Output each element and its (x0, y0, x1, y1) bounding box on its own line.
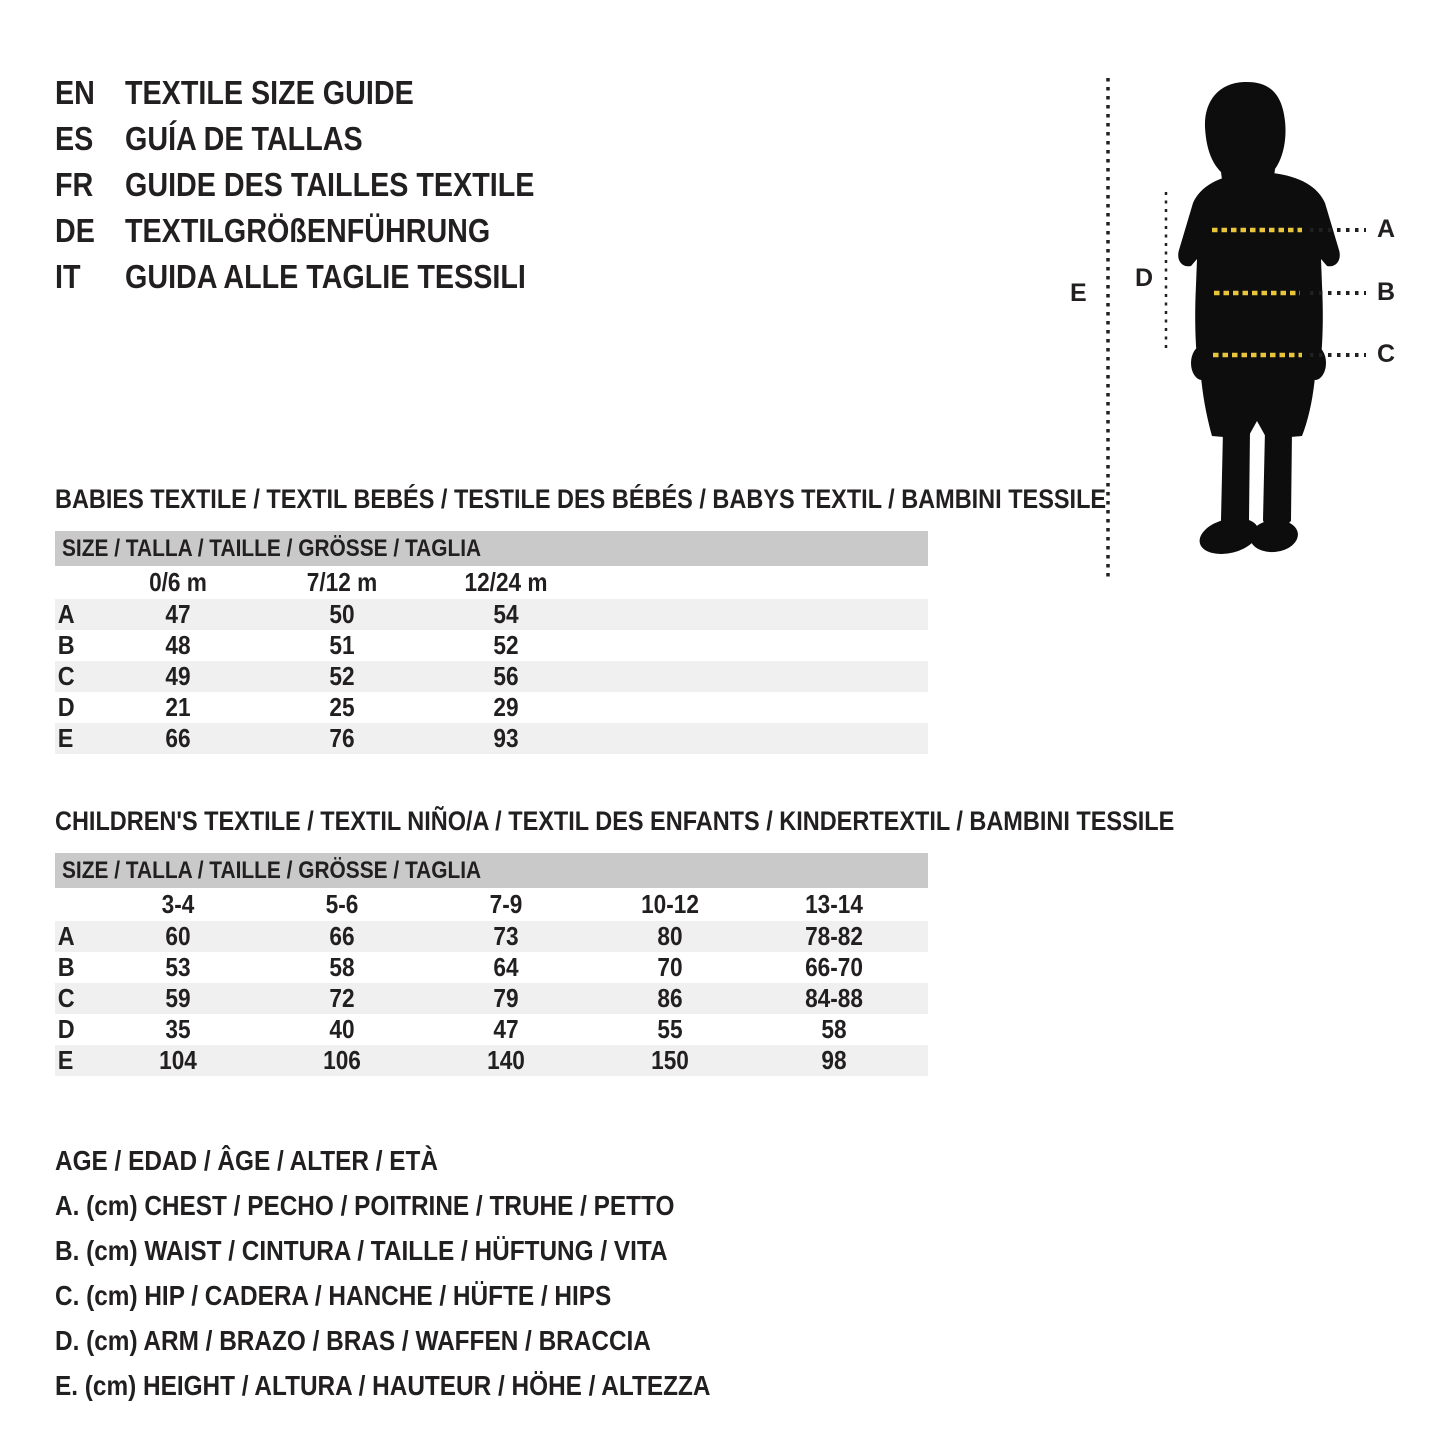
table-cell: 59 (165, 983, 191, 1013)
table-cell: 78-82 (805, 921, 863, 951)
language-row (55, 214, 545, 248)
table-cell: 47 (165, 599, 191, 629)
table-row (55, 599, 928, 630)
language-title: GUÍA DE TALLAS (125, 120, 363, 157)
row-label: B (57, 952, 75, 982)
table-cell: 47 (493, 1014, 519, 1044)
table-cell: 40 (329, 1014, 355, 1044)
table-cell: 52 (493, 630, 519, 660)
row-label: C (57, 983, 75, 1013)
child-silhouette (1178, 82, 1340, 560)
column-header: 10-12 (641, 889, 699, 919)
legend-waist: B. (cm) WAIST / CINTURA / TAILLE / HÜFTUNG / VITA (55, 1235, 668, 1266)
table-cell: 79 (493, 983, 519, 1013)
column-header: 13-14 (805, 889, 863, 919)
table-cell: 35 (165, 1014, 191, 1044)
table-cell: 64 (493, 952, 519, 982)
table-cell: 52 (329, 661, 355, 691)
size-header-label: SIZE / TALLA / TAILLE / GRÖSSE / TAGLIA (62, 856, 482, 884)
children-section-title: CHILDREN'S TEXTILE / TEXTIL NIÑO/A / TEXTIL DES ENFANTS / KINDERTEXTIL / BAMBINI TESSILE (55, 806, 1175, 836)
table-cell: 80 (657, 921, 683, 951)
table-cell: 50 (329, 599, 355, 629)
legend-age: AGE / EDAD / ÂGE / ALTER / ETÀ (55, 1145, 439, 1176)
measurement-diagram (1050, 70, 1430, 590)
table-cell: 66 (329, 921, 355, 951)
size-header-label: SIZE / TALLA / TAILLE / GRÖSSE / TAGLIA (62, 534, 482, 562)
table-cell: 66 (165, 723, 191, 753)
language-title: TEXTILGRÖßENFÜHRUNG (125, 212, 491, 249)
table-cell: 98 (821, 1045, 847, 1075)
row-label: B (57, 630, 75, 660)
silhouette-torso (1178, 173, 1340, 375)
table-cell: 73 (493, 921, 519, 951)
language-code: IT (55, 258, 81, 295)
table-cell: 51 (329, 630, 355, 660)
table-row (55, 1045, 928, 1076)
table-row (55, 1014, 928, 1045)
table-cell: 60 (165, 921, 191, 951)
size-header-bar (55, 531, 928, 566)
table-row (55, 983, 928, 1014)
children-size-table (55, 853, 928, 1076)
table-cell: 21 (165, 692, 191, 722)
legend-hip: C. (cm) HIP / CADERA / HANCHE / HÜFTE / HIPS (55, 1280, 612, 1311)
language-row (55, 122, 398, 156)
table-cell: 150 (651, 1045, 689, 1075)
silhouette-right-leg (1263, 430, 1292, 525)
legend-height: E. (cm) HEIGHT / ALTURA / HAUTEUR / HÖHE / ALTEZZA (55, 1370, 711, 1401)
measure-label-b: B (1377, 278, 1396, 306)
measure-label-e: E (1070, 279, 1087, 307)
table-cell: 29 (493, 692, 519, 722)
child-silhouette-figure (1050, 70, 1430, 590)
babies-section-title: BABIES TEXTILE / TEXTIL BEBÉS / TESTILE DES BÉBÉS / BABYS TEXTIL / BAMBINI TESSILE (55, 484, 1107, 514)
measure-label-a: A (1377, 215, 1396, 243)
table-cell: 25 (329, 692, 355, 722)
column-header: 5-6 (325, 889, 359, 919)
table-cell: 53 (165, 952, 191, 982)
row-label: A (57, 599, 75, 629)
column-header: 3-4 (161, 889, 195, 919)
table-cell: 84-88 (805, 983, 863, 1013)
table-header-row (55, 888, 928, 921)
table-cell: 58 (329, 952, 355, 982)
babies-size-table (55, 531, 928, 754)
language-title: TEXTILE SIZE GUIDE (125, 74, 414, 111)
language-row (55, 168, 596, 202)
row-label: D (57, 692, 75, 722)
column-header: 12/24 m (464, 567, 548, 597)
table-cell: 48 (165, 630, 191, 660)
row-label: A (57, 921, 75, 951)
table-row (55, 723, 928, 754)
table-cell: 55 (657, 1014, 683, 1044)
table-cell: 70 (657, 952, 683, 982)
row-label: E (57, 723, 74, 753)
measure-label-c: C (1377, 340, 1396, 368)
silhouette-left-leg (1221, 430, 1250, 525)
table-row (55, 952, 928, 983)
row-label: D (57, 1014, 75, 1044)
silhouette-shorts (1200, 365, 1316, 439)
table-cell: 140 (487, 1045, 525, 1075)
silhouette-right-shoe (1248, 518, 1299, 555)
table-cell: 66-70 (805, 952, 863, 982)
column-header: 0/6 m (149, 567, 207, 597)
column-header: 7/12 m (306, 567, 378, 597)
table-cell: 106 (323, 1045, 361, 1075)
row-label: E (57, 1045, 74, 1075)
column-header: 7-9 (489, 889, 523, 919)
language-title: GUIDA ALLE TAGLIE TESSILI (125, 258, 526, 295)
row-label: C (57, 661, 75, 691)
table-row (55, 692, 928, 723)
table-row (55, 630, 928, 661)
size-header-bar (55, 853, 928, 888)
language-code: DE (55, 212, 95, 249)
table-row (55, 661, 928, 692)
table-cell: 56 (493, 661, 519, 691)
table-cell: 104 (159, 1045, 197, 1075)
language-code: FR (55, 166, 94, 203)
table-cell: 54 (493, 599, 519, 629)
table-cell: 76 (329, 723, 355, 753)
legend-arm: D. (cm) ARM / BRAZO / BRAS / WAFFEN / BRACCIA (55, 1325, 651, 1356)
language-title: GUIDE DES TAILLES TEXTILE (125, 166, 535, 203)
table-cell: 49 (165, 661, 191, 691)
language-row (55, 76, 457, 110)
language-row (55, 260, 586, 294)
table-cell: 58 (821, 1014, 847, 1044)
table-cell: 72 (329, 983, 355, 1013)
language-code: ES (55, 120, 94, 157)
table-cell: 86 (657, 983, 683, 1013)
language-code: EN (55, 74, 95, 111)
table-header-row (55, 566, 928, 599)
measure-label-d: D (1135, 264, 1154, 292)
table-row (55, 921, 928, 952)
legend-chest: A. (cm) CHEST / PECHO / POITRINE / TRUHE / PETTO (55, 1190, 675, 1221)
table-cell: 93 (493, 723, 519, 753)
